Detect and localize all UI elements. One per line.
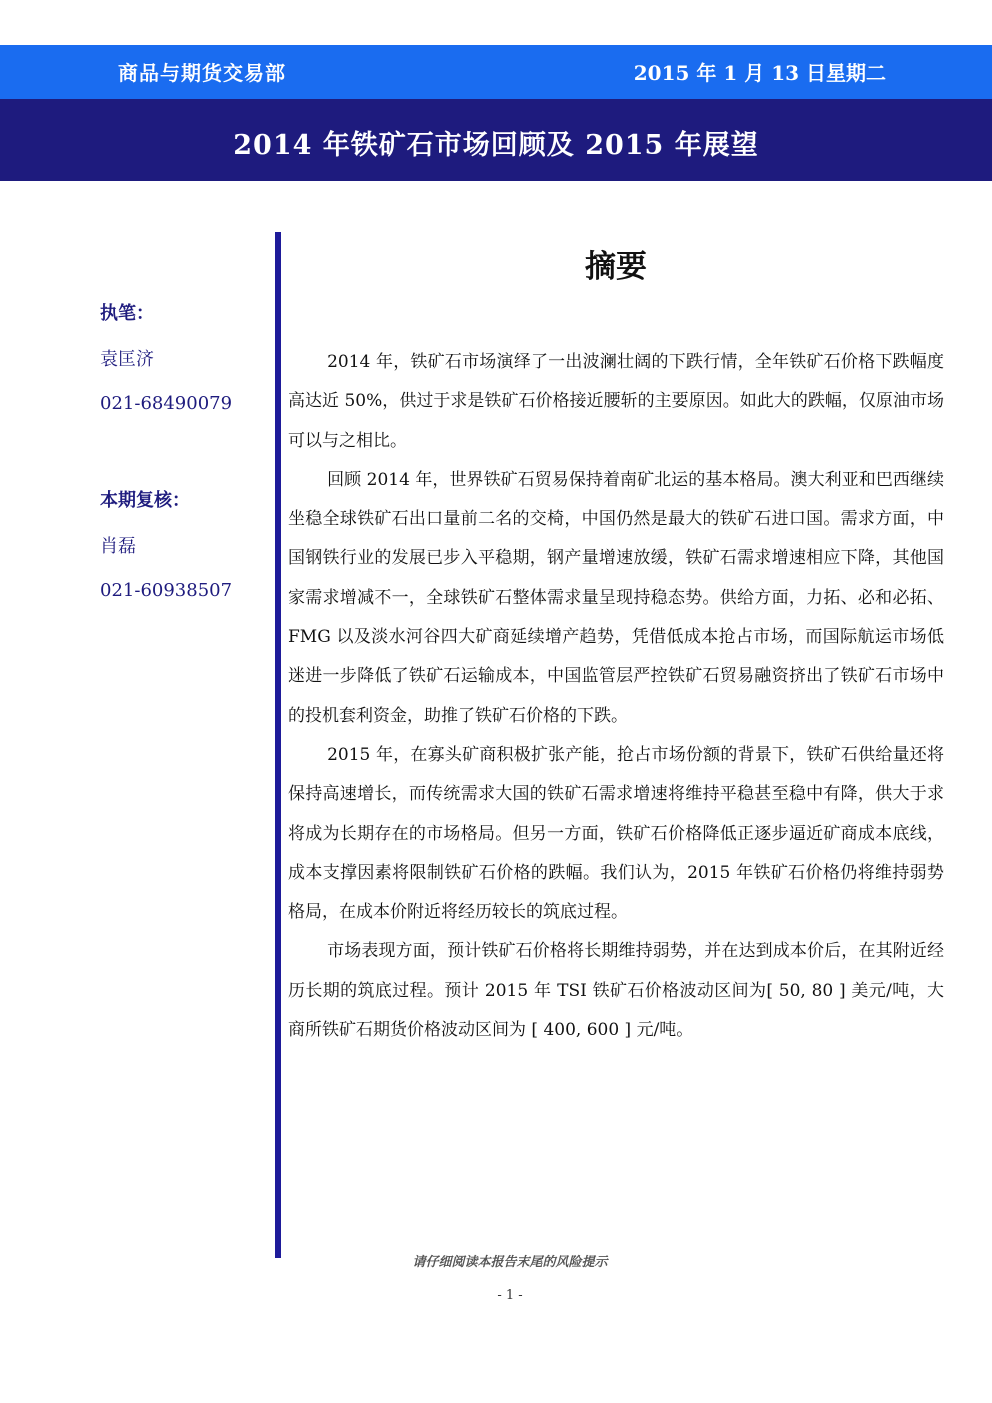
department-label: 商品与期货交易部 [118, 61, 286, 85]
report-date: 2015 年 1 月 13 日星期二 [633, 61, 886, 85]
summary-paragraph: 回顾 2014 年，世界铁矿石贸易保持着南矿北运的基本格局。澳大利亚和巴西继续坐稳全球铁矿石出口量前二名的交椅，中国仍然是最大的铁矿石进口国。需求方面，中国钢铁行业的发展已步入平稳期，钢产量增速放缓，铁矿石需求增速相应下降，其他国家需求增减不一，全球铁矿石整体需求量呈现持稳态势。供给方面，力拓、必和必拓、FMG 以及淡水河谷四大矿商延续增产趋势，凭借低成本抢占市场，而国际航运市场低迷进一步降低了铁矿石运输成本，中国监管层严控铁矿石贸易融资挤出了铁矿石市场中的投机套利资金，助推了铁矿石价格的下跌。 [288, 469, 944, 726]
summary-paragraph: 2015 年，在寡头矿商积极扩张产能，抢占市场份额的背景下，铁矿石供给量还将保持高速增长，而传统需求大国的铁矿石需求增速将维持平稳甚至稳中有降，供大于求将成为长期存在的市场格局。但另一方面，铁矿石价格降低正逐步逼近矿商成本底线，成本支撑因素将限制铁矿石价格的跌幅。我们认为，2015 年铁矿石价格仍将维持弱势格局，在成本价附近将经历较长的筑底过程。 [288, 744, 944, 923]
author-name: 袁匡济 [100, 349, 154, 370]
reviewer-phone: 021-60938507 [100, 580, 233, 601]
summary-paragraph: 2014 年，铁矿石市场演绎了一出波澜壮阔的下跌行情，全年铁矿石价格下跌幅度高达近 50%，供过于求是铁矿石价格接近腰斩的主要原因。如此大的跌幅，仅原油市场可以与之相比。 [288, 352, 944, 451]
sidebar-divider [275, 232, 281, 1258]
report-title: 2014 年铁矿石市场回顾及 2015 年展望 [233, 130, 759, 161]
title-bar [0, 99, 992, 181]
summary-heading: 摘要 [585, 249, 647, 285]
author-heading: 执笔： [100, 303, 154, 324]
reviewer-heading: 本期复核： [100, 490, 190, 511]
summary-body [288, 343, 944, 1050]
summary-paragraph: 市场表现方面，预计铁矿石价格将长期维持弱势，并在达到成本价后，在其附近经历长期的筑底过程。预计 2015 年 TSI 铁矿石价格波动区间为[ 50, 80 ] 美元/吨，大商所铁矿石期货价格波动区间为 [ 400, 600 ] 元/吨。 [288, 941, 944, 1041]
header-bar [0, 45, 992, 99]
reviewer-name: 肖磊 [100, 536, 136, 557]
author-phone: 021-68490079 [100, 393, 233, 414]
risk-warning-note: 请仔细阅读本报告末尾的风险提示 [412, 1255, 608, 1270]
page-number: - 1 - [497, 1288, 523, 1303]
